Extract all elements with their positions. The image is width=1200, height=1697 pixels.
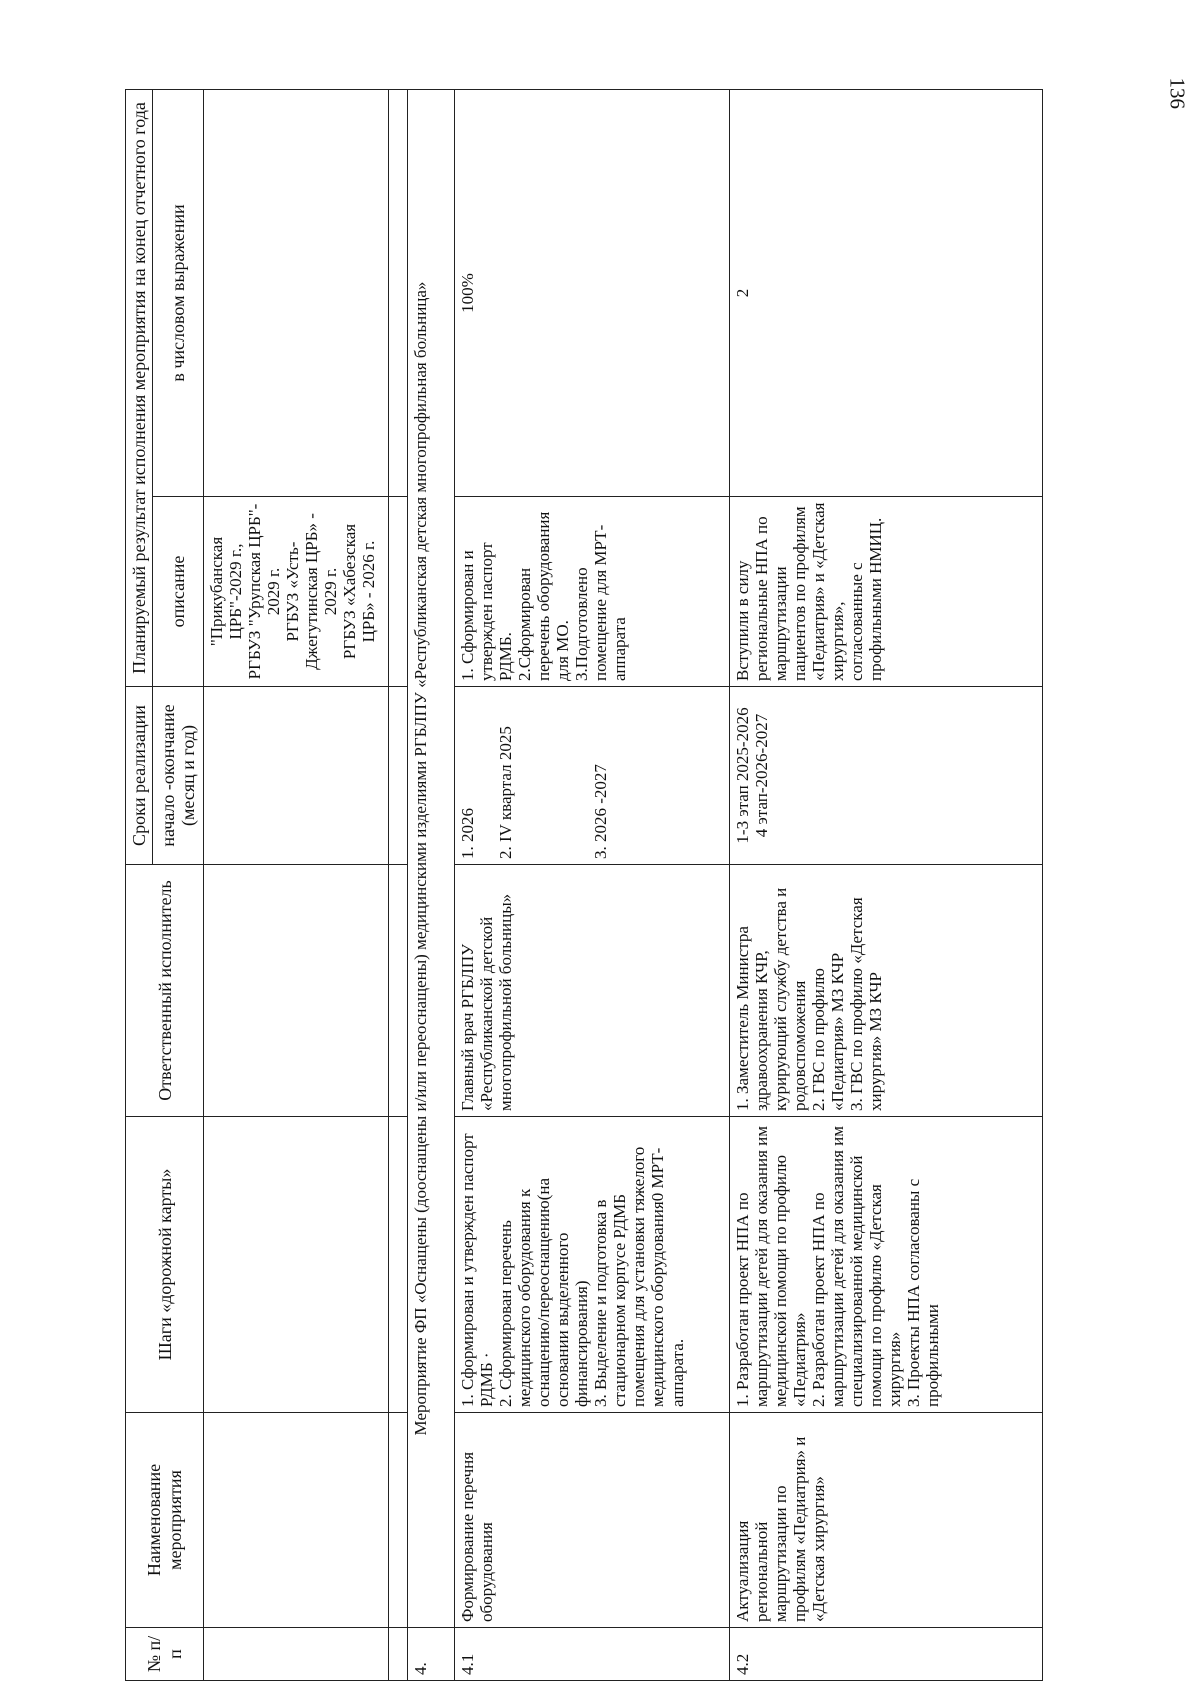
header-terms: Сроки реализации [126,687,153,865]
header-result-desc: описание [153,497,204,687]
table-row-4-2 [730,90,1043,1681]
roadmap-steps: 1. Разработан проект НПА по маршрутизации детей для оказания им медицинской помощи по профилю «Педиатрия» 2. Разработан проект НПА по маршрутизации детей для оказания им специализированной медицинской помощи по профилю «Детская хирургия» 3. Проекты НПА согласованы с профильными [730,1117,1043,1413]
row-number: 4.2 [730,1628,1043,1681]
cell-empty [389,1117,408,1413]
cell-empty [204,1413,389,1628]
cell-empty [204,865,389,1117]
header-terms-sub: начало -окончание (месяц и год) [153,687,204,865]
event-name: Формирование перечня оборудования [455,1413,730,1628]
cell-empty [389,1413,408,1628]
cell-empty [389,687,408,865]
page-number: 136 [1165,77,1190,109]
table-row-4-1 [455,90,730,1681]
responsible-executor: Главный врач РГБЛПУ «Республиканской детской многопрофильной больницы» [455,865,730,1117]
section-row-4 [408,90,455,1681]
result-description: 1. Сформирован и утвержден паспорт РДМБ. 2.Сформирован перечень оборудования для МО. 3.Подготовлено помещение для МРТ-аппарата [455,497,730,687]
section-number: 4. [408,1628,455,1681]
cell-empty [204,1117,389,1413]
header-steps: Шаги «дорожной карты» [126,1117,204,1413]
cell-empty [389,90,408,497]
roadmap-steps: 1. Сформирован и утвержден паспорт РДМБ · 2. Сформирован перечень медицинского оборудования к оснащению/переоснащению(на основании выделенного финансирования) 3. Выделение и подготовка в стационарном корпусе РДМБ помещения для установки тяжелого медицинского оборудования0 МРТ- аппарата. [455,1117,730,1413]
header-result: Планируемый результат исполнения мероприятия на конец отчетного года [126,90,153,687]
cell-empty [389,865,408,1117]
roadmap-table [125,89,1043,1681]
cell-empty [389,1628,408,1681]
responsible-executor: 1. Заместитель Министра здравоохранения КЧР, курирующий службу детства и родовспоможения 2. ГВС по профилю «Педиатрия» МЗ КЧР 3. ГВС по профилю «Детская хирургия» МЗ КЧР [730,865,1043,1117]
header-name: Наименование мероприятия [126,1413,204,1628]
row-number: 4.1 [455,1628,730,1681]
header-result-num: в числовом выражении [153,90,204,497]
header-num: № п/п [126,1628,204,1681]
document-table-rotated [125,90,1180,1681]
event-name: Актуализация региональной маршрутизации по профилям «Педиатрия» и «Детская хирургия» [730,1413,1043,1628]
table-row-prev [204,90,389,1681]
cell-empty [204,687,389,865]
cell-empty [204,90,389,497]
table-row-spacer [389,90,408,1681]
header-responsible: Ответственный исполнитель [126,865,204,1117]
result-value: 2 [730,90,1043,497]
cell-empty [389,497,408,687]
cell-empty [204,1628,389,1681]
header-row-1 [126,90,153,1681]
section-title: Мероприятие ФП «Оснащены (дооснащены и/или переоснащены) медицинскими изделиями РГБЛПУ «Республиканская детская многопрофильная больница» [408,90,455,1628]
prev-result-description: "Прикубанская ЦРБ"-2029 г., РГБУЗ "Урупская ЦРБ"- 2029 г. РГБУЗ «Усть-Джегутинская ЦРБ» - 2029 г. РГБУЗ «Хабезская ЦРБ» - 2026 г. [204,497,389,687]
implementation-terms: 1-3 этап 2025-2026 4 этап-2026-2027 [730,687,1043,865]
result-value: 100% [455,90,730,497]
result-description: Вступили в силу региональные НПА по маршрутизации пациентов по профилям «Педиатрия» и «Детская хирургия», согласованные с профильными НМИЦ. [730,497,1043,687]
implementation-terms: 1. 2026 2. IV квартал 2025 3. 2026 -2027 [455,687,730,865]
